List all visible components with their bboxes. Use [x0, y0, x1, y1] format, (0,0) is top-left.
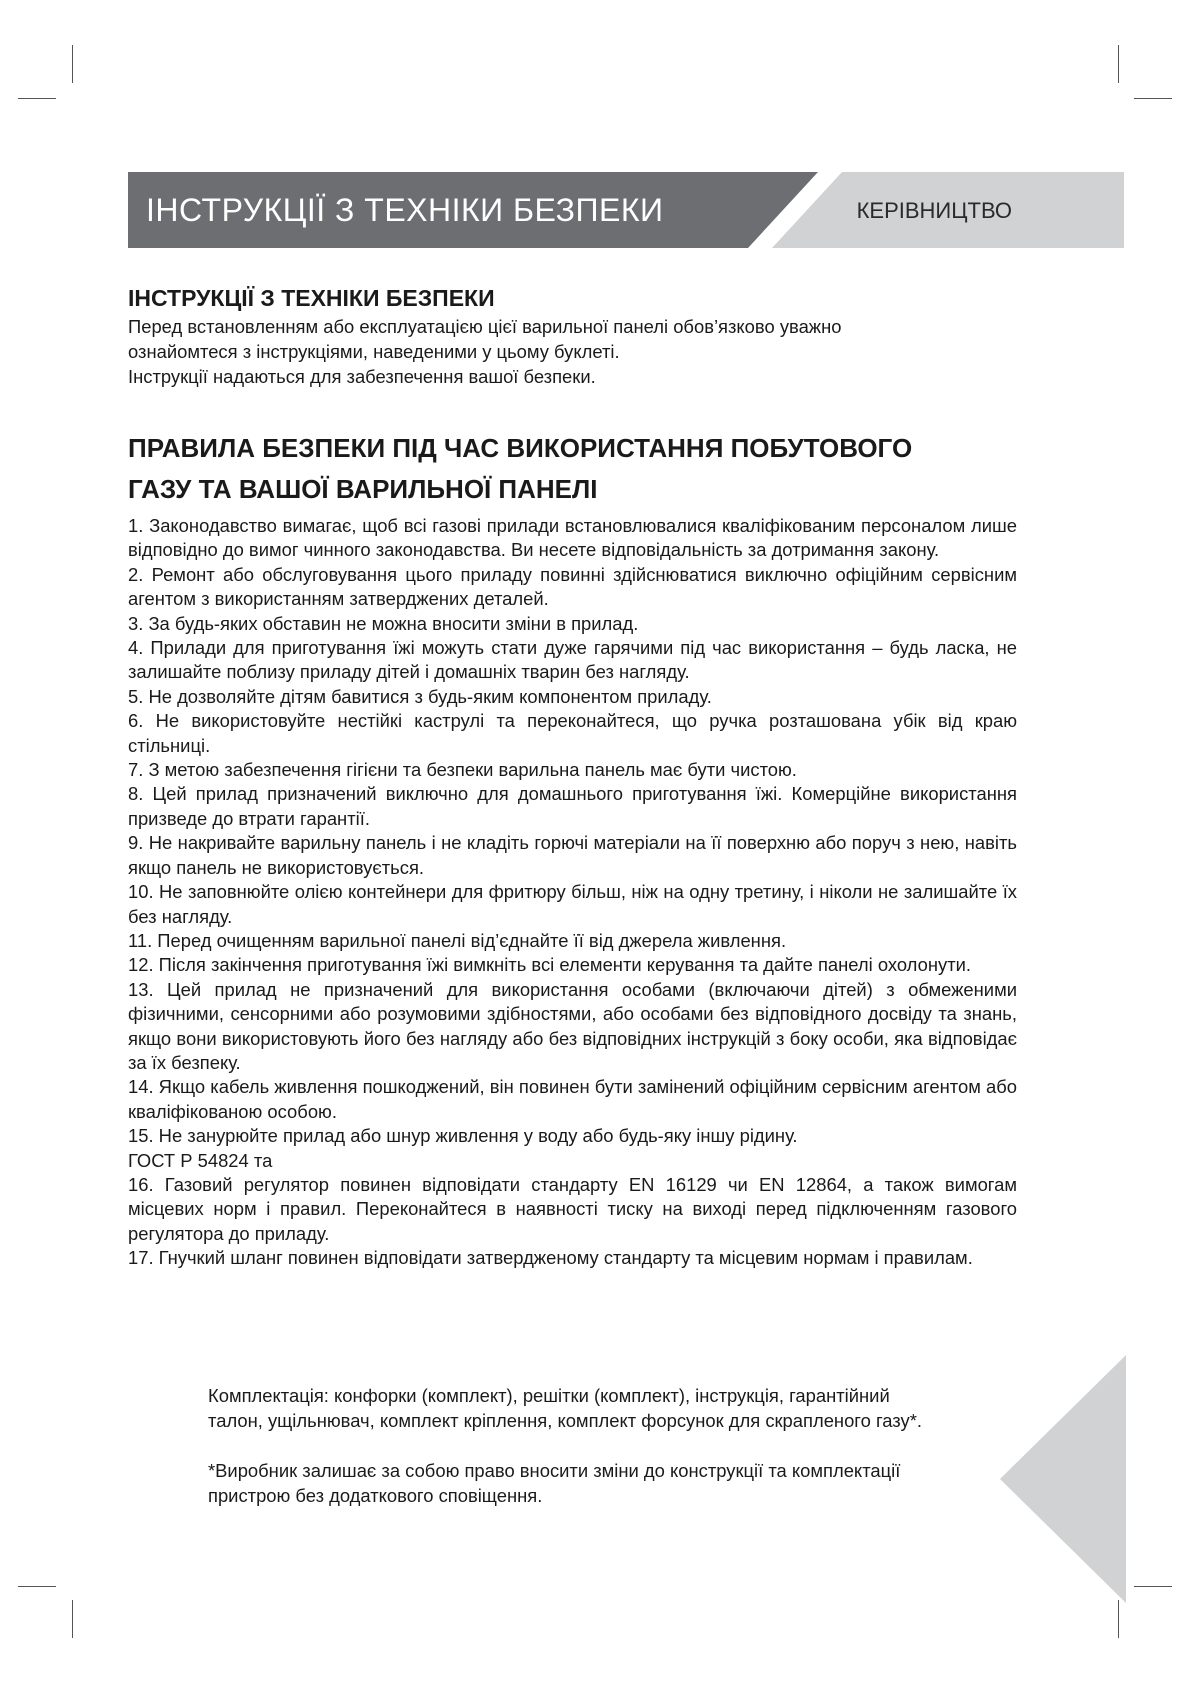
rule-item: 2. Ремонт або обслуговування цього приладу повинні здійснюватися виключно офіційним сервісним агентом з використанням затверджених деталей. [128, 563, 1017, 610]
header-banner [128, 172, 1124, 248]
rules-heading-line1: ПРАВИЛА БЕЗПЕКИ ПІД ЧАС ВИКОРИСТАННЯ ПОБУТОВОГО [128, 433, 913, 463]
crop-mark [1118, 45, 1119, 83]
rule-item: 3. За будь-яких обставин не можна вносити зміни в прилад. [128, 612, 639, 634]
rule-item: 5. Не дозволяйте дітям бавитися з будь-яким компонентом приладу. [128, 685, 712, 707]
rule-item: 14. Якщо кабель живлення пошкоджений, він повинен бути замінений офіційним сервісним агентом або кваліфікованою особою. [128, 1076, 1017, 1122]
crop-mark [1134, 98, 1172, 99]
rule-item: 4. Прилади для приготування їжі можуть стати дуже гарячими під час використання – будь ласка, не залишайте поблизу приладу дітей і домашніх тварин без нагляду. [128, 637, 1017, 683]
page-title: ІНСТРУКЦІЇ З ТЕХНІКИ БЕЗПЕКИ [146, 192, 664, 228]
safety-rules [128, 432, 1017, 1271]
corner-triangle [1000, 1355, 1126, 1603]
intro-line: Інструкції надаються для забезпечення вашої безпеки. [128, 366, 596, 387]
rule-item: 1. Законодавство вимагає, щоб всі газові прилади встановлювалися кваліфікованим персоналом лише відповідно до вимог чинного законодавства. Ви несете відповідальність за дотримання закону. [128, 515, 1017, 561]
rule-item: 7. З метою забезпечення гігієни та безпеки варильна панель має бути чистою. [128, 759, 797, 781]
intro-line: Перед встановленням або експлуатацією цієї варильної панелі обов’язково уважно [128, 316, 842, 337]
rule-item: 12. Після закінчення приготування їжі вимкніть всі елементи керування та дайте панелі охолонути. [128, 954, 972, 976]
rules-heading-line2: ГАЗУ ТА ВАШОЇ ВАРИЛЬНОЇ ПАНЕЛІ [128, 474, 598, 504]
kit-line: Комплектація: конфорки (комплект), решітки (комплект), інструкція, гарантійний [208, 1385, 890, 1406]
rule-item: ГОСТ Р 54824 та [128, 1149, 273, 1171]
intro-heading: ІНСТРУКЦІЇ З ТЕХНІКИ БЕЗПЕКИ [128, 285, 495, 311]
rule-item: 10. Не заповнюйте олією контейнери для фритюру більш, ніж на одну третину, і ніколи не залишайте їх без нагляду. [128, 881, 1017, 927]
kit-contents [208, 1383, 1068, 1508]
crop-mark [72, 45, 73, 83]
rule-item: 17. Гнучкий шланг повинен відповідати затвердженому стандарту та місцевим нормам і правилам. [128, 1247, 973, 1269]
kit-note-line: *Виробник залишає за собою право вносити зміни до конструкції та комплектації [208, 1460, 901, 1481]
kit-note-line: пристрою без додаткового сповіщення. [208, 1485, 543, 1506]
kit-line: талон, ущільнювач, комплект кріплення, комплект форсунок для скрапленого газу*. [208, 1410, 922, 1431]
rule-item: 9. Не накривайте варильну панель і не кладіть горючі матеріали на її поверхню або поруч з нею, навіть якщо панель не використовується. [128, 832, 1017, 878]
section-label: КЕРІВНИЦТВО [856, 198, 1012, 223]
rule-item: 13. Цей прилад не призначений для використання особами (включаючи дітей) з обмеженими фізичними, сенсорними або розумовими здібностями, або особами без відповідного досвіду та знань, якщо вони використовують його без нагляду або без відповідних інструкцій з боку особи, яка відповідає за їх безпеку. [128, 978, 1017, 1073]
crop-mark [1118, 1600, 1119, 1638]
crop-mark [72, 1600, 73, 1638]
crop-mark [18, 98, 56, 99]
rule-item: 15. Не занурюйте прилад або шнур живлення у воду або будь-яку іншу рідину. [128, 1125, 798, 1147]
rule-item: 11. Перед очищенням варильної панелі від’єднайте її від джерела живлення. [128, 929, 787, 951]
rule-item: 8. Цей прилад призначений виключно для домашнього приготування їжі. Комерційне використання призведе до втрати гарантії. [128, 783, 1017, 829]
intro-line: ознайомтеся з інструкціями, наведеними у цьому буклеті. [128, 341, 620, 362]
crop-mark [18, 1586, 56, 1587]
rule-item: 16. Газовий регулятор повинен відповідати стандарту EN 16129 чи EN 12864, а також вимогам місцевих норм і правил. Переконайтеся в наявності тиску на виході перед підключенням газового регулятора до приладу. [128, 1173, 1017, 1244]
crop-mark [1134, 1586, 1172, 1587]
rule-item: 6. Не використовуйте нестійкі каструлі та переконайтеся, що ручка розташована убік від краю стільниці. [128, 710, 1017, 756]
intro-block [128, 284, 1028, 389]
